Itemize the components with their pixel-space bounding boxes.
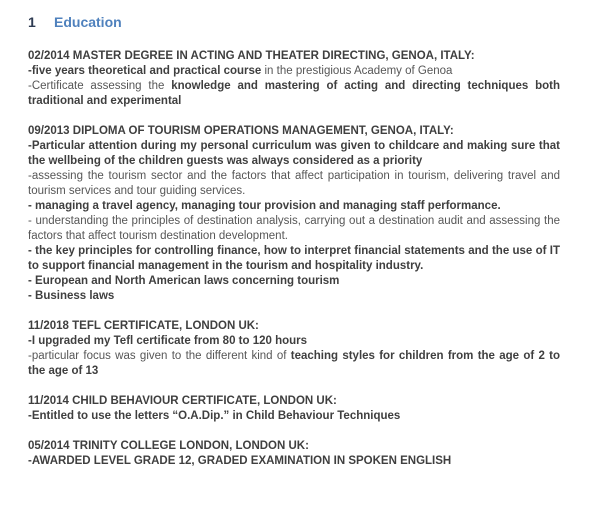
entry-detail <box>28 409 560 424</box>
entry-title: 11/2014 CHILD BEHAVIOUR CERTIFICATE, LONDON UK: <box>28 395 337 407</box>
detail-text: -assessing the tourism sector and the factors that affect participation in tourism, delivering travel and tourism services and tour guiding services. <box>28 170 560 197</box>
entry-detail <box>28 244 560 274</box>
detail-text: -particular focus was given to the different kind of <box>28 350 291 362</box>
entry-detail <box>28 199 560 214</box>
education-entry <box>28 394 560 424</box>
education-heading <box>28 13 560 31</box>
entry-title: 09/2013 DIPLOMA OF TOURISM OPERATIONS MANAGEMENT, GENOA, ITALY: <box>28 125 454 137</box>
detail-text-bold: -Entitled to use the letters “O.A.Dip.” in Child Behaviour Techniques <box>28 410 401 422</box>
detail-text-bold: -Particular attention during my personal curriculum was given to childcare and making sure that the wellbeing of the children guests was always considered as a priority <box>28 140 560 167</box>
detail-text: - understanding the principles of destination analysis, carrying out a destination audit and assessing the factors that affect tourism destination development. <box>28 215 560 242</box>
detail-text-bold: - European and North American laws concerning tourism <box>28 275 340 287</box>
entry-title: 05/2014 TRINITY COLLEGE LONDON, LONDON UK: <box>28 440 309 452</box>
detail-text-bold: knowledge and mastering of acting and directing techniques both traditional and experimental <box>28 80 560 107</box>
entry-detail <box>28 79 560 109</box>
detail-text: -Certificate assessing the <box>28 80 172 92</box>
detail-text-bold: -I upgraded my Tefl certificate from 80 to 120 hours <box>28 335 308 347</box>
entry-detail <box>28 64 560 79</box>
entry-detail <box>28 349 560 379</box>
detail-text: in the prestigious Academy of Genoa <box>261 65 453 77</box>
education-entry <box>28 49 560 109</box>
education-entry <box>28 124 560 304</box>
entry-detail <box>28 214 560 244</box>
education-entries <box>28 49 560 469</box>
entry-detail <box>28 274 560 289</box>
entry-detail <box>28 334 560 349</box>
detail-text-bold: teaching styles for children from the age of 2 to the age of 13 <box>28 350 561 377</box>
education-entry <box>28 319 560 379</box>
detail-text-bold: - managing a travel agency, managing tour provision and managing staff performance. <box>28 200 501 212</box>
entry-title: 11/2018 TEFL CERTIFICATE, LONDON UK: <box>28 320 259 332</box>
heading-number: 1 <box>28 14 36 30</box>
entry-detail <box>28 289 560 304</box>
detail-text-bold: -AWARDED LEVEL GRADE 12, GRADED EXAMINATION IN SPOKEN ENGLISH <box>28 455 452 467</box>
entry-detail <box>28 169 560 199</box>
entry-detail <box>28 139 560 169</box>
detail-text-bold: - the key principles for controlling finance, how to interpret financial statements and the use of IT to support financial management in the tourism and hospitality industry. <box>28 245 560 272</box>
entry-title: 02/2014 MASTER DEGREE IN ACTING AND THEATER DIRECTING, GENOA, ITALY: <box>28 50 475 62</box>
heading-title: Education <box>54 14 122 30</box>
detail-text-bold: -five years theoretical and practical course <box>28 65 262 77</box>
detail-text-bold: - Business laws <box>28 290 115 302</box>
education-entry <box>28 439 560 469</box>
entry-detail <box>28 454 560 469</box>
